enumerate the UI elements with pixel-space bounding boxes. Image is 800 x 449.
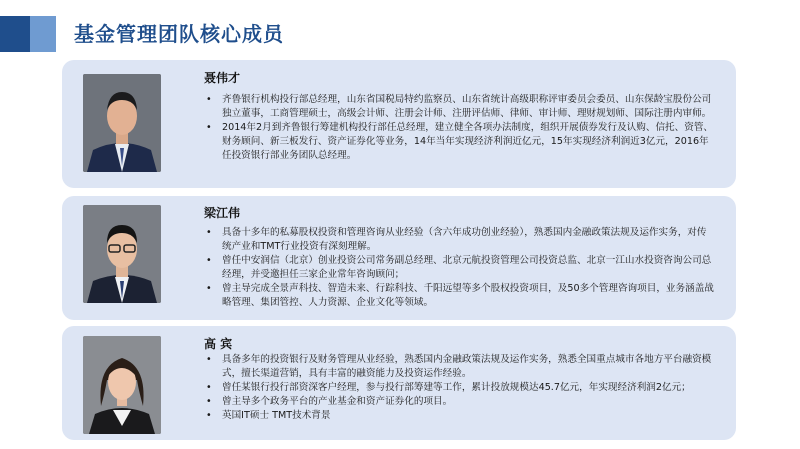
title-accent-bar [0,16,30,52]
list-item: • 曾主导完成全景声科技、智造未来、行踪科技、千阳远望等多个股权投资项目，及50多个管理咨询项目，业务涵盖战略管理、集团管控、人力资源、企业文化等领域。 [204,282,716,310]
member-bullets-3 [204,353,716,423]
list-item: • 英国IT硕士 TMT技术背景 [204,409,716,423]
page-title: 基金管理团队核心成员 [74,22,284,46]
list-item: • 具备十多年的私募股权投资和管理咨询从业经验（含六年成功创业经验），熟悉国内金融政策法规及运作实务，对传统产业和TMT行业投资有深刻理解。 [204,226,716,254]
list-item: • 2014年2月到齐鲁银行筹建机构投行部任总经理，建立健全各项办法制度，组织开展债券发行及认购、信托、资管、财务顾问、新三板发行、资产证券化等业务，14年当年实现经济利润近亿元，15年实现经济利润近3亿元，2016年任投资银行部业务团队总经理。 [204,121,716,163]
list-item: • 曾任某银行投行部资深客户经理，参与投行部筹建等工作，累计投放规模达45.7亿元，年实现经济利润2亿元； [204,381,716,395]
member-bullets-1 [204,93,716,163]
member-photo-3 [83,336,161,434]
member-bullets-2 [204,226,716,310]
member-name-3: 高 宾 [204,337,233,351]
list-item: • 齐鲁银行机构投行部总经理，山东省国税局特约监察员、山东省统计高级职称评审委员会委员、山东保龄宝股份公司独立董事，工商管理硕士，高级会计师、注册会计师、注册评估师、律师、审计师、理财规划师、国际注册内审师。 [204,93,716,121]
member-photo-1 [83,74,161,172]
list-item: • 曾任中安润信（北京）创业投资公司常务副总经理、北京元航投资管理公司投资总监、北京一江山水投资咨询公司总经理，并受邀担任三家企业常年咨询顾问； [204,254,716,282]
list-item: • 具备多年的投资银行及财务管理从业经验，熟悉国内金融政策法规及运作实务，熟悉全国重点城市各地方平台融资模式，擅长渠道营销，具有丰富的融资能力及投资运作经验。 [204,353,716,381]
member-name-2: 梁江伟 [204,206,241,220]
title-accent-bar-light [30,16,56,52]
member-name-1: 聂伟才 [204,71,241,85]
member-photo-2 [83,205,161,303]
list-item: • 曾主导多个政务平台的产业基金和资产证券化的项目。 [204,395,716,409]
